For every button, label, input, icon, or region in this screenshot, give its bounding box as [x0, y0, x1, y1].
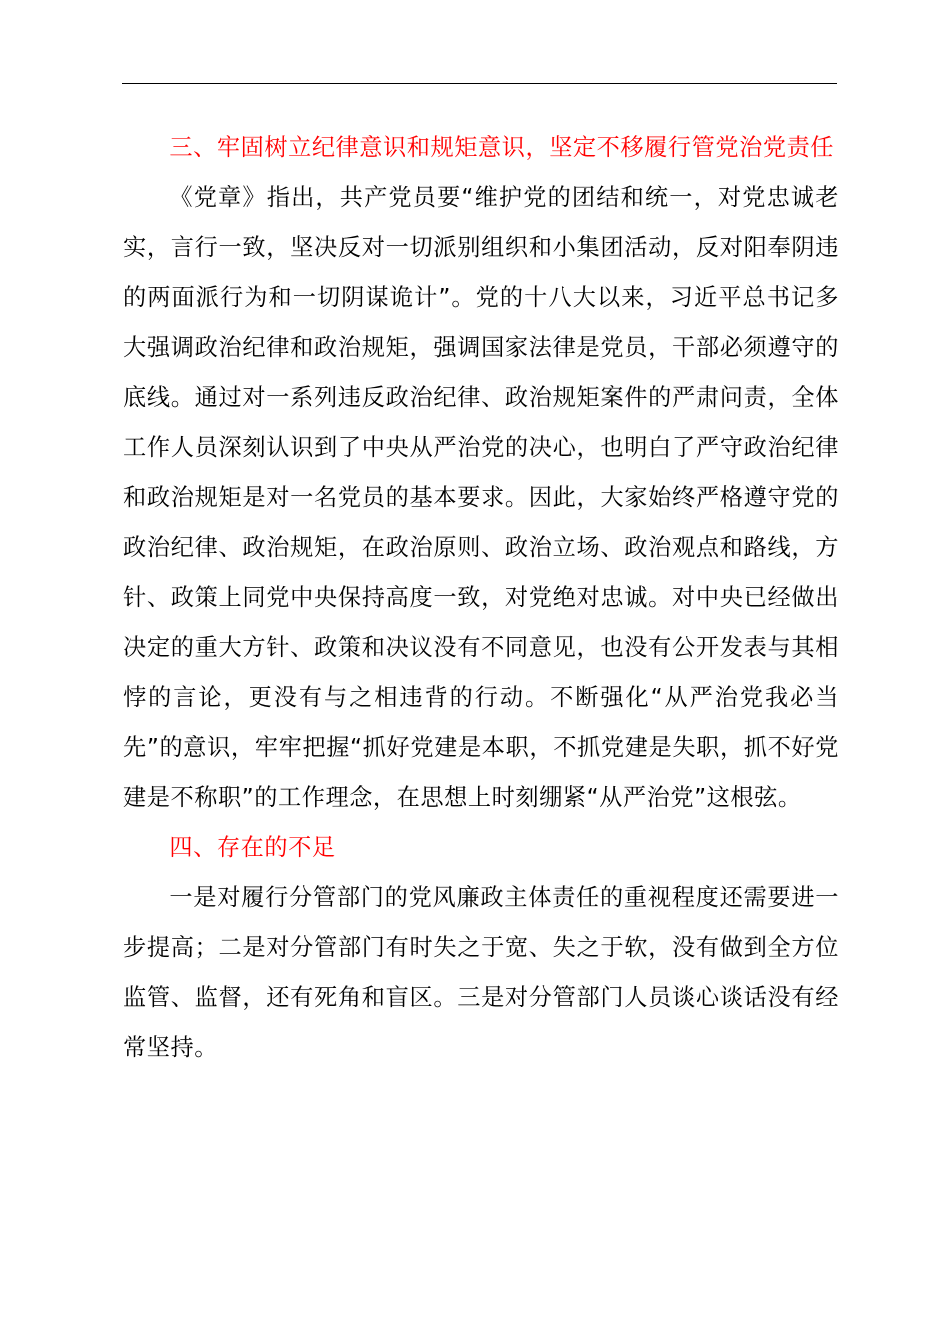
header-rule	[122, 83, 837, 84]
section-paragraph-3: 《党章》指出，共产党员要“维护党的团结和统一，对党忠诚老实，言行一致，坚决反对一切派别组织和小集团活动，反对阳奉阴违的两面派行为和一切阴谋诡计”。党的十八大以来，习近平总书记多大强调政治纪律和政治规矩，强调国家法律是党员，干部必须遵守的底线。通过对一系列违反政治纪律、政治规矩案件的严肃问责，全体工作人员深刻认识到了中央从严治党的决心，也明白了严守政治纪律和政治规矩是对一名党员的基本要求。因此，大家始终严格遵守党的政治纪律、政治规矩，在政治原则、政治立场、政治观点和路线，方针、政策上同党中央保持高度一致，对党绝对忠诚。对中央已经做出决定的重大方针、政策和决议没有不同意见，也没有公开发表与其相悖的言论，更没有与之相违背的行动。不断强化“从严治党我必当先”的意识，牢牢把握“抓好党建是本职，不抓党建是失职，抓不好党建是不称职”的工作理念，在思想上时刻绷紧“从严治党”这根弦。	[123, 184, 839, 811]
section-paragraph-4: 一是对履行分管部门的党风廉政主体责任的重视程度还需要进一步提高；二是对分管部门有时失之于宽、失之于软，没有做到全方位监管、监督，还有死角和盲区。三是对分管部门人员谈心谈话没有经常坚持。	[123, 884, 839, 1061]
document-body	[123, 123, 839, 1073]
section-heading-3: 三、牢固树立纪律意识和规矩意识，坚定不移履行管党治党责任	[169, 134, 835, 161]
section-heading-4: 四、存在的不足	[169, 834, 336, 861]
